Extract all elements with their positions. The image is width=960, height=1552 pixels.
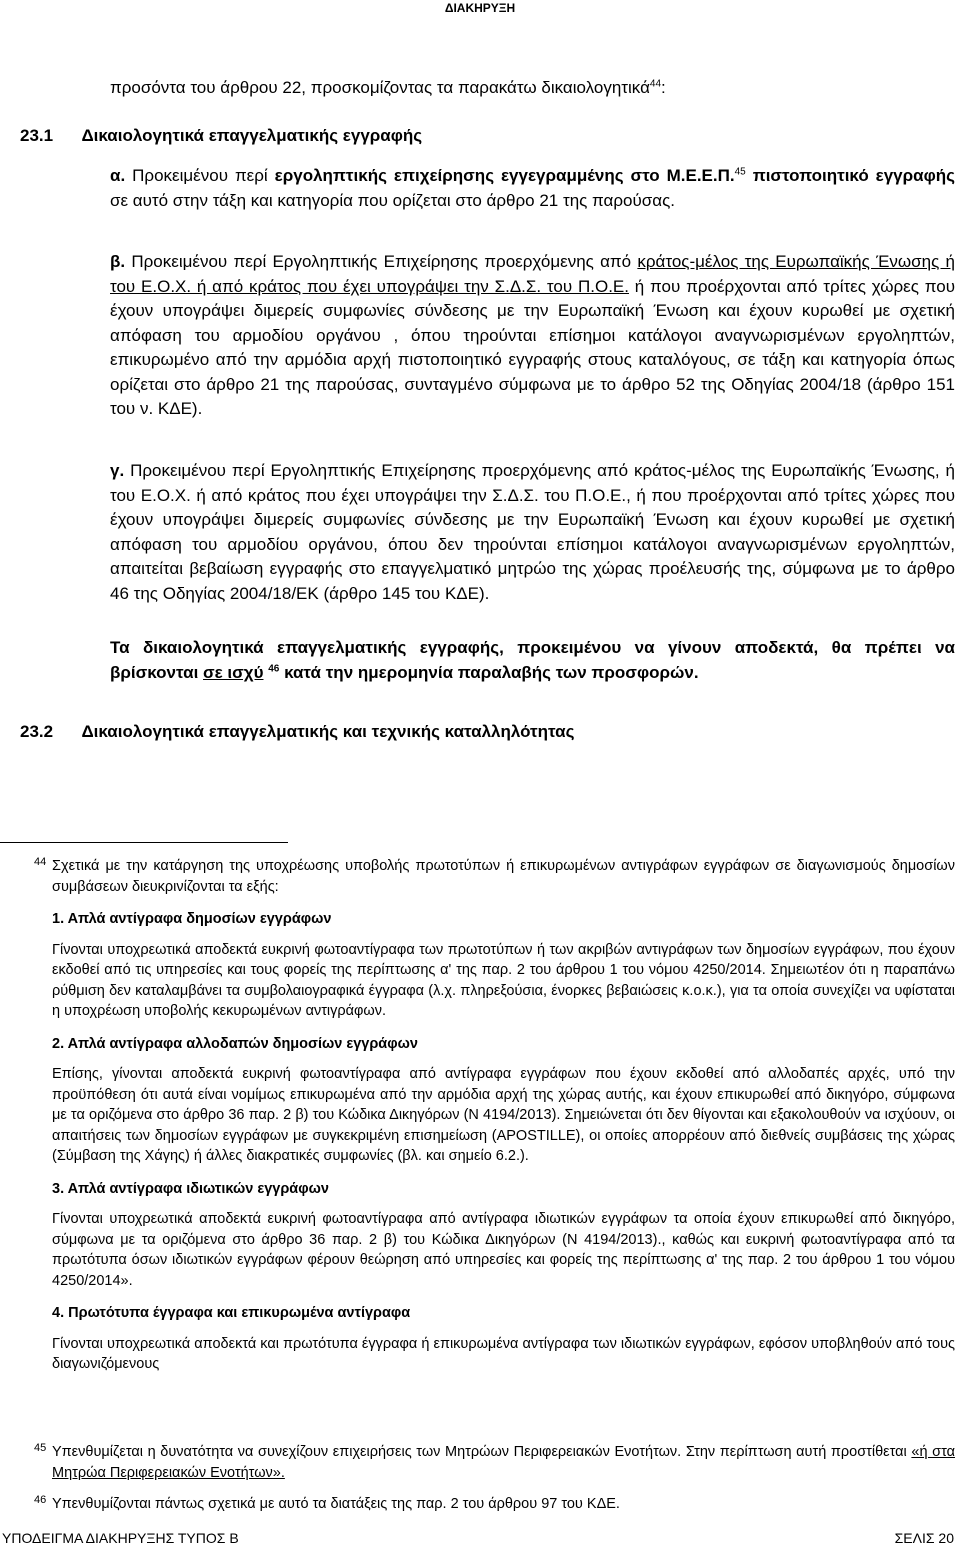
item-beta <box>110 250 955 422</box>
footnote-text: Υπενθυμίζονται πάντως σχετικά με αυτό τα διατάξεις της παρ. 2 του άρθρου 97 του ΚΔΕ. <box>52 1496 620 1512</box>
item-marker: γ. <box>110 461 125 480</box>
validity-underlined: σε ισχύ <box>203 662 264 682</box>
item-text: ή που προέρχονται από τρίτες χώρες που έχουν υπογράψει διμερείς συμφωνίες σύνδεσης με την Ευρωπαϊκή Ένωση και έχουν κυρωθεί με σχετική απόφαση του αρμοδίου οργάνου , όπου τηρούνται επίσημοι κατάλογοι αναγνωρισμένων εργοληπτών, επικυρωμένο από την αρμόδια αρχή πιστοποιητικό εγγραφής στους καταλόγους, σε τάξη και κατηγορία όπως ορίζεται στο άρθρο 21 της παρούσας, συνταγμένο σύμφωνα με το άρθρο 52 της Οδηγίας 2004/18 (άρθρο 151 του ν. ΚΔΕ). <box>110 276 955 418</box>
validity-statement <box>110 636 955 685</box>
item-alpha <box>110 164 955 213</box>
item-gamma <box>110 459 955 606</box>
item-text: Προκειμένου περί Εργοληπτικής Επιχείρησης προερχόμενης από <box>125 252 638 271</box>
footnote-number: 46 <box>34 1494 47 1506</box>
footnote-subheading: 1. Απλά αντίγραφα δημοσίων εγγράφων <box>52 911 332 927</box>
section-number: 23.2 <box>20 722 54 741</box>
page-number: ΣΕΛΙΣ 20 <box>894 1530 954 1546</box>
footnote-46 <box>34 1494 955 1515</box>
section-title: Δικαιολογητικά επαγγελματικής και τεχνικής καταλληλότητας <box>81 722 575 741</box>
footer-title: ΥΠΟΔΕΙΓΜΑ ΔΙΑΚΗΡΥΞΗΣ ΤΥΠΟΣ Β <box>2 1530 239 1546</box>
validity-text: κατά την ημερομηνία παραλαβής των προσφορών. <box>279 662 699 682</box>
footnote-separator <box>0 842 288 843</box>
item-text: Προκειμένου περί <box>125 166 275 185</box>
page-header: ΔΙΑΚΗΡΥΞΗ <box>444 1 516 15</box>
section-number: 23.1 <box>20 126 54 145</box>
validity-text: Τα δικαιολογητικά επαγγελματικής εγγραφής, προκειμένου να γίνουν αποδεκτά, θα πρέπει να βρίσκονται <box>110 638 955 682</box>
item-underlined-text: κράτος-μέλος της Ευρωπαϊκής Ένωσης ή του Ε.Ο.Χ. ή από κράτος που έχει υπογράψει την Σ.Δ.Σ. του Π.Ο.Ε. <box>110 252 956 296</box>
footnote-ref-45[interactable]: 45 <box>734 166 746 178</box>
footnote-ref-44[interactable]: 44 <box>649 78 662 90</box>
intro-end: : <box>661 78 666 97</box>
item-marker: β. <box>110 252 126 271</box>
footnote-paragraph: Γίνονται υποχρεωτικά αποδεκτά και πρωτότυπα έγγραφα ή επικυρωμένα αντίγραφα των ιδιωτικών εγγράφων, εφόσον υποβληθούν από τους διαγωνιζόμενους <box>52 1335 955 1372</box>
footnote-subheading: 3. Απλά αντίγραφα ιδιωτικών εγγράφων <box>52 1180 329 1197</box>
item-bold-text: εργοληπτικής επιχείρησης εγγεγραμμένης στο Μ.Ε.Ε.Π. <box>274 166 735 185</box>
footnote-underlined: «ή στα Μητρώα Περιφερειακών Ενοτήτων». <box>52 1444 955 1481</box>
item-marker: α. <box>110 166 126 185</box>
footnote-number: 45 <box>34 1442 47 1454</box>
intro-line <box>110 76 955 101</box>
item-text: σε αυτό στην τάξη και κατηγορία που ορίζεται στο άρθρο 21 της παρούσας. <box>110 190 676 210</box>
footnote-44 <box>34 856 955 1375</box>
item-bold-text: πιστοποιητικό εγγραφής <box>752 166 955 185</box>
footnote-number: 44 <box>34 856 47 868</box>
footnote-text: Υπενθυμίζεται η δυνατότητα να συνεχίζουν επιχειρήσεις των Μητρώων Περιφερειακών Ενοτήτων. Στην περίπτωση αυτή προστίθεται <box>52 1444 912 1460</box>
section-23-1-heading <box>20 124 422 148</box>
footnote-paragraph: Επίσης, γίνονται αποδεκτά ευκρινή φωτοαντίγραφα από αντίγραφα εγγράφων που έχουν εκδοθεί από αλλοδαπές αρχές, υπό την προϋπόθεση ότι αυτά είναι νομίμως επικυρωμένα από την αρμόδια αρχή της χώρας αυτής, και έχουν επικυρωθεί από δικηγόρο, σύμφωνα με τα οριζόμενα στο άρθρο 36 παρ. 2 β) του Κώδικα Δικηγόρων (Ν 4194/2013). Σημειώνεται ότι δεν θίγονται και εξακολουθούν να ισχύουν, οι απαιτήσεις των δημοσίων εγγράφων με συγκεκριμένη επισημείωση (APOSTILLE), οι οποίες απορρέουν από διεθνείς συμβάσεις της χώρας (Σύμβαση της Χάγης) ή άλλες διακρατικές συμφωνίες (βλ. και σημείο 6.2.). <box>52 1066 955 1164</box>
section-23-2-heading <box>20 720 574 744</box>
section-title: Δικαιολογητικά επαγγελματικής εγγραφής <box>81 126 423 145</box>
footnote-paragraph: Γίνονται υποχρεωτικά αποδεκτά ευκρινή φωτοαντίγραφα από αντίγραφα ιδιωτικών εγγράφων τα οποία έχουν επικυρωθεί από δικηγόρο, σύμφωνα με τα οριζόμενα στο άρθρο 36 παρ. 2 β) του Κώδικα Δικηγόρων (Ν 4194/2013)., καθώς και ευκρινή φωτοαντίγραφα από τα πρωτότυπα όσων ιδιωτικών εγγράφων φέρουν θεώρηση από υπηρεσίες και φορείς της περίπτωσης α' της παρ. 2 του άρθρου 1 του νόμου 4250/2014». <box>52 1211 955 1289</box>
footnote-subheading: 4. Πρωτότυπα έγγραφα και επικυρωμένα αντίγραφα <box>52 1305 411 1321</box>
footnote-ref-46[interactable]: 46 <box>268 662 280 674</box>
footnote-intro: Σχετικά με την κατάργηση της υποχρέωσης υποβολής πρωτοτύπων ή επικυρωμένων αντιγράφων εγγράφων σε διαγωνισμούς δημοσίων συμβάσεων διευκρινίζονται τα εξής: <box>52 858 955 895</box>
intro-text: προσόντα του άρθρου 22, προσκομίζοντας τα παρακάτω δικαιολογητικά <box>110 78 650 97</box>
footnote-subheading: 2. Απλά αντίγραφα αλλοδαπών δημοσίων εγγράφων <box>52 1035 418 1052</box>
item-text: Προκειμένου περί Εργοληπτικής Επιχείρησης προερχόμενης από κράτος-μέλος της Ευρωπαϊκής Ένωσης, ή του Ε.Ο.Χ. ή από κράτος που έχει υπογράψει την Σ.Δ.Σ. του Π.Ο.Ε., ή που προέρχονται από τρίτες χώρες που έχουν υπογράψει διμερείς συμφωνίες σύνδεσης με την Ευρωπαϊκή Ένωση και έχουν κυρωθεί με σχετική απόφαση του αρμοδίου οργάνου, όπου δεν τηρούνται επίσημοι κατάλογοι αναγνωρισμένων εργοληπτών, απαιτείται βεβαίωση εγγραφής στο επαγγελματικό μητρώο της χώρας προέλευσής της, σύμφωνα με το άρθρο 46 της Οδηγίας 2004/18/ΕΚ (άρθρο 145 του ΚΔΕ). <box>110 461 955 603</box>
footnote-45 <box>34 1442 955 1483</box>
footnote-paragraph: Γίνονται υποχρεωτικά αποδεκτά ευκρινή φωτοαντίγραφα των πρωτοτύπων ή των ακριβών αντιγράφων των δημοσίων εγγράφων, που έχουν εκδοθεί από τις υπηρεσίες και τους φορείς της περίπτωσης α' της παρ. 2 του άρθρου 1 του νόμου 4250/2014. Σημειωτέον ότι η παραπάνω ρύθμιση δεν καταλαμβάνει τα συμβολαιογραφικά έγγραφα (λ.χ. πληρεξούσια, ένορκες βεβαιώσεις κ.ο.κ.), για τα οποία συνεχίζει να υφίσταται η υποχρέωση υποβολής κεκυρωμένων αντιγράφων. <box>52 941 955 1019</box>
